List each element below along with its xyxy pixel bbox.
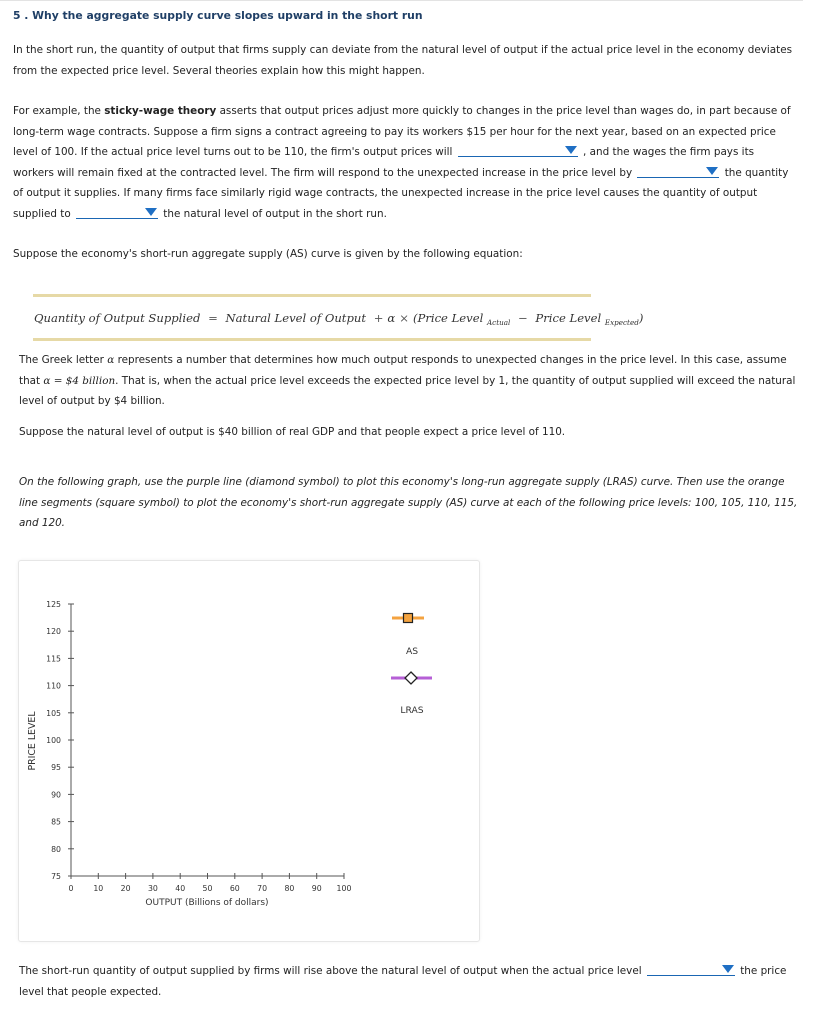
chevron-down-icon [565,146,577,154]
eq-expected-sub: Expected [604,318,639,327]
alpha-text-3: . That is, when the actual price level exceeds the expected price level by 1, the quantity of output supplied will exceed the natural level of output by $4 billion. [19,374,796,408]
as-legend-label: AS [405,646,419,657]
y-tick-label: 95 [51,763,61,773]
x-tick-label: 100 [336,884,352,893]
y-axis-ticks [46,600,74,881]
y-tick-label: 115 [46,654,61,664]
natural-level-paragraph: Suppose the natural level of output is $40 billion of real GDP and that people expect a price level of 110. [19,426,566,438]
eq-open-paren: ( [412,311,418,325]
question-title: 5 . Why the aggregate supply curve slopes upward in the short run [13,9,423,22]
as-tool[interactable] [392,614,424,658]
alpha-symbol: α [107,354,115,366]
x-tick-label: 10 [93,884,104,893]
eq-expected: Price Level [535,311,602,325]
chevron-down-icon [706,167,718,175]
eq-times: × [399,311,409,325]
x-axis-label: OUTPUT (Billions of dollars) [145,898,269,908]
sticky-text-4: the quantity of output it supplies. If many firms face similarly rigid wage contracts, the unexpected increase in the price level causes the quantity of output supplied to [13,166,789,220]
firm-response-dropdown[interactable] [637,165,719,178]
final-text-1: The short-run quantity of output supplied by firms will rise above the natural level of output when the actual price level [19,965,645,977]
x-tick-label: 50 [202,884,213,893]
sticky-wage-term: sticky-wage theory [104,105,217,117]
x-tick-label: 20 [120,884,131,893]
chevron-down-icon [722,965,734,973]
eq-minus: − [518,311,528,325]
final-question [19,961,798,1002]
sticky-text-3: , and the wages the firm pays its workers will remain fixed at the contracted level. The firm will respond to the unexpected increase in the price level by [13,146,755,179]
eq-plus: + [373,311,384,325]
lras-tool[interactable] [391,672,432,716]
top-divider [0,0,803,1]
eq-actual: Price Level [417,311,484,325]
final-text-2: the price level that people expected. [19,965,787,998]
alpha-value: α = $4 billion [43,374,116,387]
x-tick-label: 30 [147,884,158,893]
y-axis-label: PRICE LEVEL [27,711,38,771]
y-tick-label: 120 [46,627,61,637]
equation-top-rule [33,294,591,297]
alpha-text-1: The Greek letter [19,354,108,366]
sticky-text-1: For example, the [13,105,105,117]
as-intro: Suppose the economy's short-run aggregate supply (AS) curve is given by the following equation: [13,248,523,260]
chevron-down-icon [145,208,157,216]
eq-close-paren: ) [638,311,644,325]
eq-lhs: Quantity of Output Supplied [34,311,201,325]
graph-instructions: On the following graph, use the purple line (diamond symbol) to plot this economy's long-run aggregate supply (LRAS) curve. Then use the orange line segments (square symbol) to plot the economy's short-run aggregate supply (AS) curve at each of the following price levels: 100, 105, 110, 115, and 120. [19,476,798,530]
y-tick-label: 80 [51,844,61,854]
y-tick-label: 125 [46,600,61,609]
quantity-supplied-dropdown[interactable] [76,206,158,219]
x-tick-label: 40 [175,884,186,893]
as-graph[interactable] [19,561,479,941]
eq-equals: = [208,311,218,325]
as-equation [34,311,643,327]
y-tick-label: 90 [51,790,61,800]
intro-paragraph: In the short run, the quantity of output that firms supply can deviate from the natural level of output if the actual price level in the economy deviates from the expected price level. Several theories explain how this might happen. [13,44,793,77]
equation-bottom-rule [33,338,591,341]
y-tick-label: 100 [46,736,61,745]
square-icon [404,614,413,623]
x-tick-label: 0 [68,884,74,893]
actual-price-level-dropdown[interactable] [647,963,735,976]
sticky-text-5: the natural level of output in the short run. [160,207,387,220]
diamond-icon [405,672,417,684]
alpha-text-2: represents a number that determines how much output responds to unexpected changes in the price level. In this case, assume that [19,354,787,387]
eq-natural: Natural Level of Output [225,311,367,325]
graph-panel[interactable] [18,560,480,942]
eq-alpha: α [387,311,396,325]
output-prices-dropdown[interactable] [458,144,578,157]
x-tick-label: 90 [311,884,322,893]
x-tick-label: 70 [257,884,268,893]
x-tick-label: 80 [284,884,295,893]
y-tick-label: 110 [46,681,61,691]
y-tick-label: 85 [51,817,61,827]
sticky-text-2: asserts that output prices adjust more quickly to changes in the price level than wages do, in part because of long-term wage contracts. Suppose a firm signs a contract agreeing to pay its workers $15 per hour for the next year, based on an expected price level of 100. If the actual price level turns out to be 110, the firm's output prices will [13,105,791,159]
alpha-paragraph [19,350,798,412]
x-tick-label: 60 [229,884,240,893]
sticky-wage-paragraph [13,101,798,225]
lras-legend-label: LRAS [400,705,424,716]
y-tick-label: 75 [51,872,61,881]
y-tick-label: 105 [46,708,61,718]
eq-actual-sub: Actual [486,318,511,327]
